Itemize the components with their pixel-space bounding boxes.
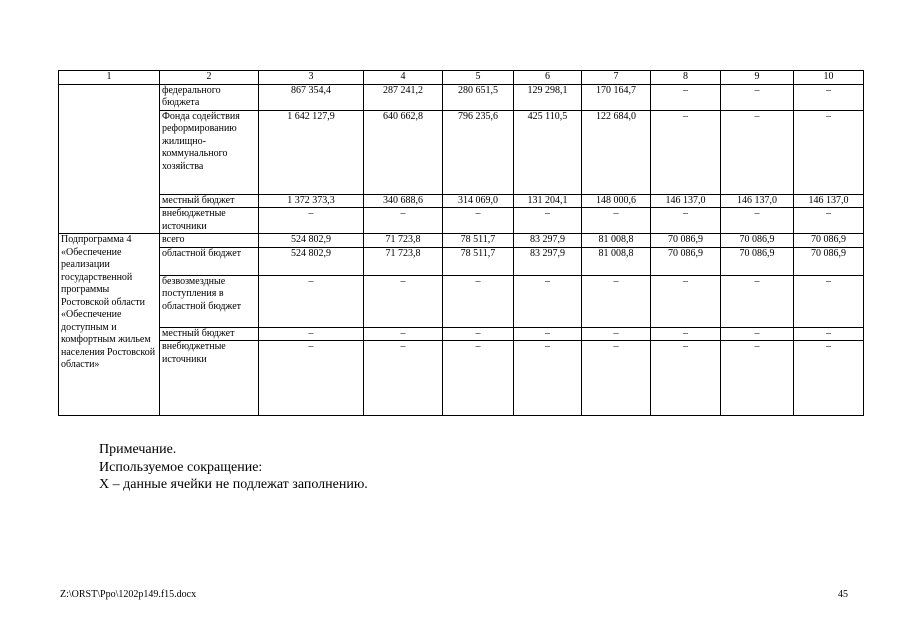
funding-source-cell: внебюджетные источники: [160, 341, 259, 416]
value-cell: 1 642 127,9: [259, 110, 364, 194]
value-cell: –: [794, 110, 864, 194]
funding-source-cell: всего: [160, 234, 259, 248]
value-cell: –: [794, 327, 864, 341]
value-cell: 287 241,2: [364, 84, 443, 110]
value-cell: –: [364, 275, 443, 327]
value-cell: –: [259, 327, 364, 341]
value-cell: –: [721, 341, 794, 416]
value-cell: 524 802,9: [259, 247, 364, 275]
table-row: [59, 208, 864, 234]
value-cell: 70 086,9: [794, 234, 864, 248]
value-cell: –: [651, 208, 721, 234]
value-cell: 83 297,9: [514, 234, 582, 248]
value-cell: 78 511,7: [443, 234, 514, 248]
value-cell: –: [651, 327, 721, 341]
abbreviation-heading: Используемое сокращение:: [99, 459, 263, 475]
value-cell: 640 662,8: [364, 110, 443, 194]
value-cell: –: [651, 341, 721, 416]
table-row: [59, 234, 864, 248]
value-cell: –: [721, 84, 794, 110]
table-row: [59, 327, 864, 341]
value-cell: 70 086,9: [721, 234, 794, 248]
value-cell: –: [582, 327, 651, 341]
empty-name-cell: [59, 84, 160, 234]
value-cell: –: [364, 341, 443, 416]
value-cell: 796 235,6: [443, 110, 514, 194]
value-cell: 70 086,9: [721, 247, 794, 275]
column-number-cell: 8: [651, 71, 721, 85]
value-cell: 70 086,9: [651, 247, 721, 275]
value-cell: –: [443, 341, 514, 416]
value-cell: 122 684,0: [582, 110, 651, 194]
funding-source-cell: Фонда содействия реформированию жилищно-коммунального хозяйства: [160, 110, 259, 194]
table-row: [59, 194, 864, 208]
value-cell: 867 354,4: [259, 84, 364, 110]
value-cell: –: [721, 208, 794, 234]
value-cell: –: [514, 275, 582, 327]
value-cell: –: [721, 327, 794, 341]
column-number-cell: 7: [582, 71, 651, 85]
value-cell: –: [794, 208, 864, 234]
value-cell: 83 297,9: [514, 247, 582, 275]
value-cell: –: [259, 341, 364, 416]
value-cell: –: [443, 275, 514, 327]
funding-source-cell: безвозмездные поступления в областной бюджет: [160, 275, 259, 327]
value-cell: –: [514, 341, 582, 416]
note-block: [99, 441, 368, 494]
column-number-cell: 5: [443, 71, 514, 85]
value-cell: –: [651, 110, 721, 194]
funding-source-cell: местный бюджет: [160, 194, 259, 208]
value-cell: 70 086,9: [794, 247, 864, 275]
column-number-cell: 6: [514, 71, 582, 85]
value-cell: –: [721, 110, 794, 194]
footer-filepath: Z:\ORST\Ppo\1202p149.f15.docx: [60, 589, 197, 600]
column-number-cell: 2: [160, 71, 259, 85]
value-cell: 129 298,1: [514, 84, 582, 110]
table-row: [59, 341, 864, 416]
value-cell: 314 069,0: [443, 194, 514, 208]
subprogram-name-cell: Подпрограмма 4 «Обеспечение реализации государственной программы Ростовской области «Обеспечение доступным и комфортным жильем населения Ростовской области»: [59, 234, 160, 416]
footer-page-number: 45: [838, 589, 848, 600]
table-row: [59, 247, 864, 275]
value-cell: –: [364, 208, 443, 234]
value-cell: –: [794, 84, 864, 110]
value-cell: 170 164,7: [582, 84, 651, 110]
budget-table: [58, 70, 864, 416]
value-cell: 340 688,6: [364, 194, 443, 208]
value-cell: 1 372 373,3: [259, 194, 364, 208]
table-row: [59, 275, 864, 327]
value-cell: 71 723,8: [364, 234, 443, 248]
column-number-cell: 4: [364, 71, 443, 85]
value-cell: 70 086,9: [651, 234, 721, 248]
value-cell: 78 511,7: [443, 247, 514, 275]
value-cell: –: [721, 275, 794, 327]
value-cell: –: [364, 327, 443, 341]
funding-source-cell: федерального бюджета: [160, 84, 259, 110]
funding-source-cell: внебюджетные источники: [160, 208, 259, 234]
value-cell: –: [582, 275, 651, 327]
note-title: Примечание.: [99, 442, 177, 457]
value-cell: –: [259, 208, 364, 234]
column-number-cell: 1: [59, 71, 160, 85]
abbreviation-x: Х – данные ячейки не подлежат заполнению.: [99, 477, 368, 492]
value-cell: –: [651, 275, 721, 327]
value-cell: 425 110,5: [514, 110, 582, 194]
value-cell: –: [582, 208, 651, 234]
value-cell: 71 723,8: [364, 247, 443, 275]
value-cell: 146 137,0: [721, 194, 794, 208]
value-cell: –: [794, 275, 864, 327]
value-cell: 81 008,8: [582, 234, 651, 248]
column-number-cell: 3: [259, 71, 364, 85]
value-cell: –: [514, 208, 582, 234]
value-cell: –: [582, 341, 651, 416]
value-cell: 81 008,8: [582, 247, 651, 275]
value-cell: 146 137,0: [651, 194, 721, 208]
value-cell: 280 651,5: [443, 84, 514, 110]
table-row: [59, 84, 864, 110]
funding-source-cell: местный бюджет: [160, 327, 259, 341]
value-cell: 131 204,1: [514, 194, 582, 208]
column-number-cell: 9: [721, 71, 794, 85]
value-cell: –: [443, 327, 514, 341]
funding-source-cell: областной бюджет: [160, 247, 259, 275]
value-cell: 148 000,6: [582, 194, 651, 208]
value-cell: –: [514, 327, 582, 341]
value-cell: –: [794, 341, 864, 416]
value-cell: 146 137,0: [794, 194, 864, 208]
column-number-cell: 10: [794, 71, 864, 85]
table-header-row: [59, 71, 864, 85]
value-cell: 524 802,9: [259, 234, 364, 248]
value-cell: –: [259, 275, 364, 327]
value-cell: –: [443, 208, 514, 234]
value-cell: –: [651, 84, 721, 110]
table-row: [59, 110, 864, 194]
